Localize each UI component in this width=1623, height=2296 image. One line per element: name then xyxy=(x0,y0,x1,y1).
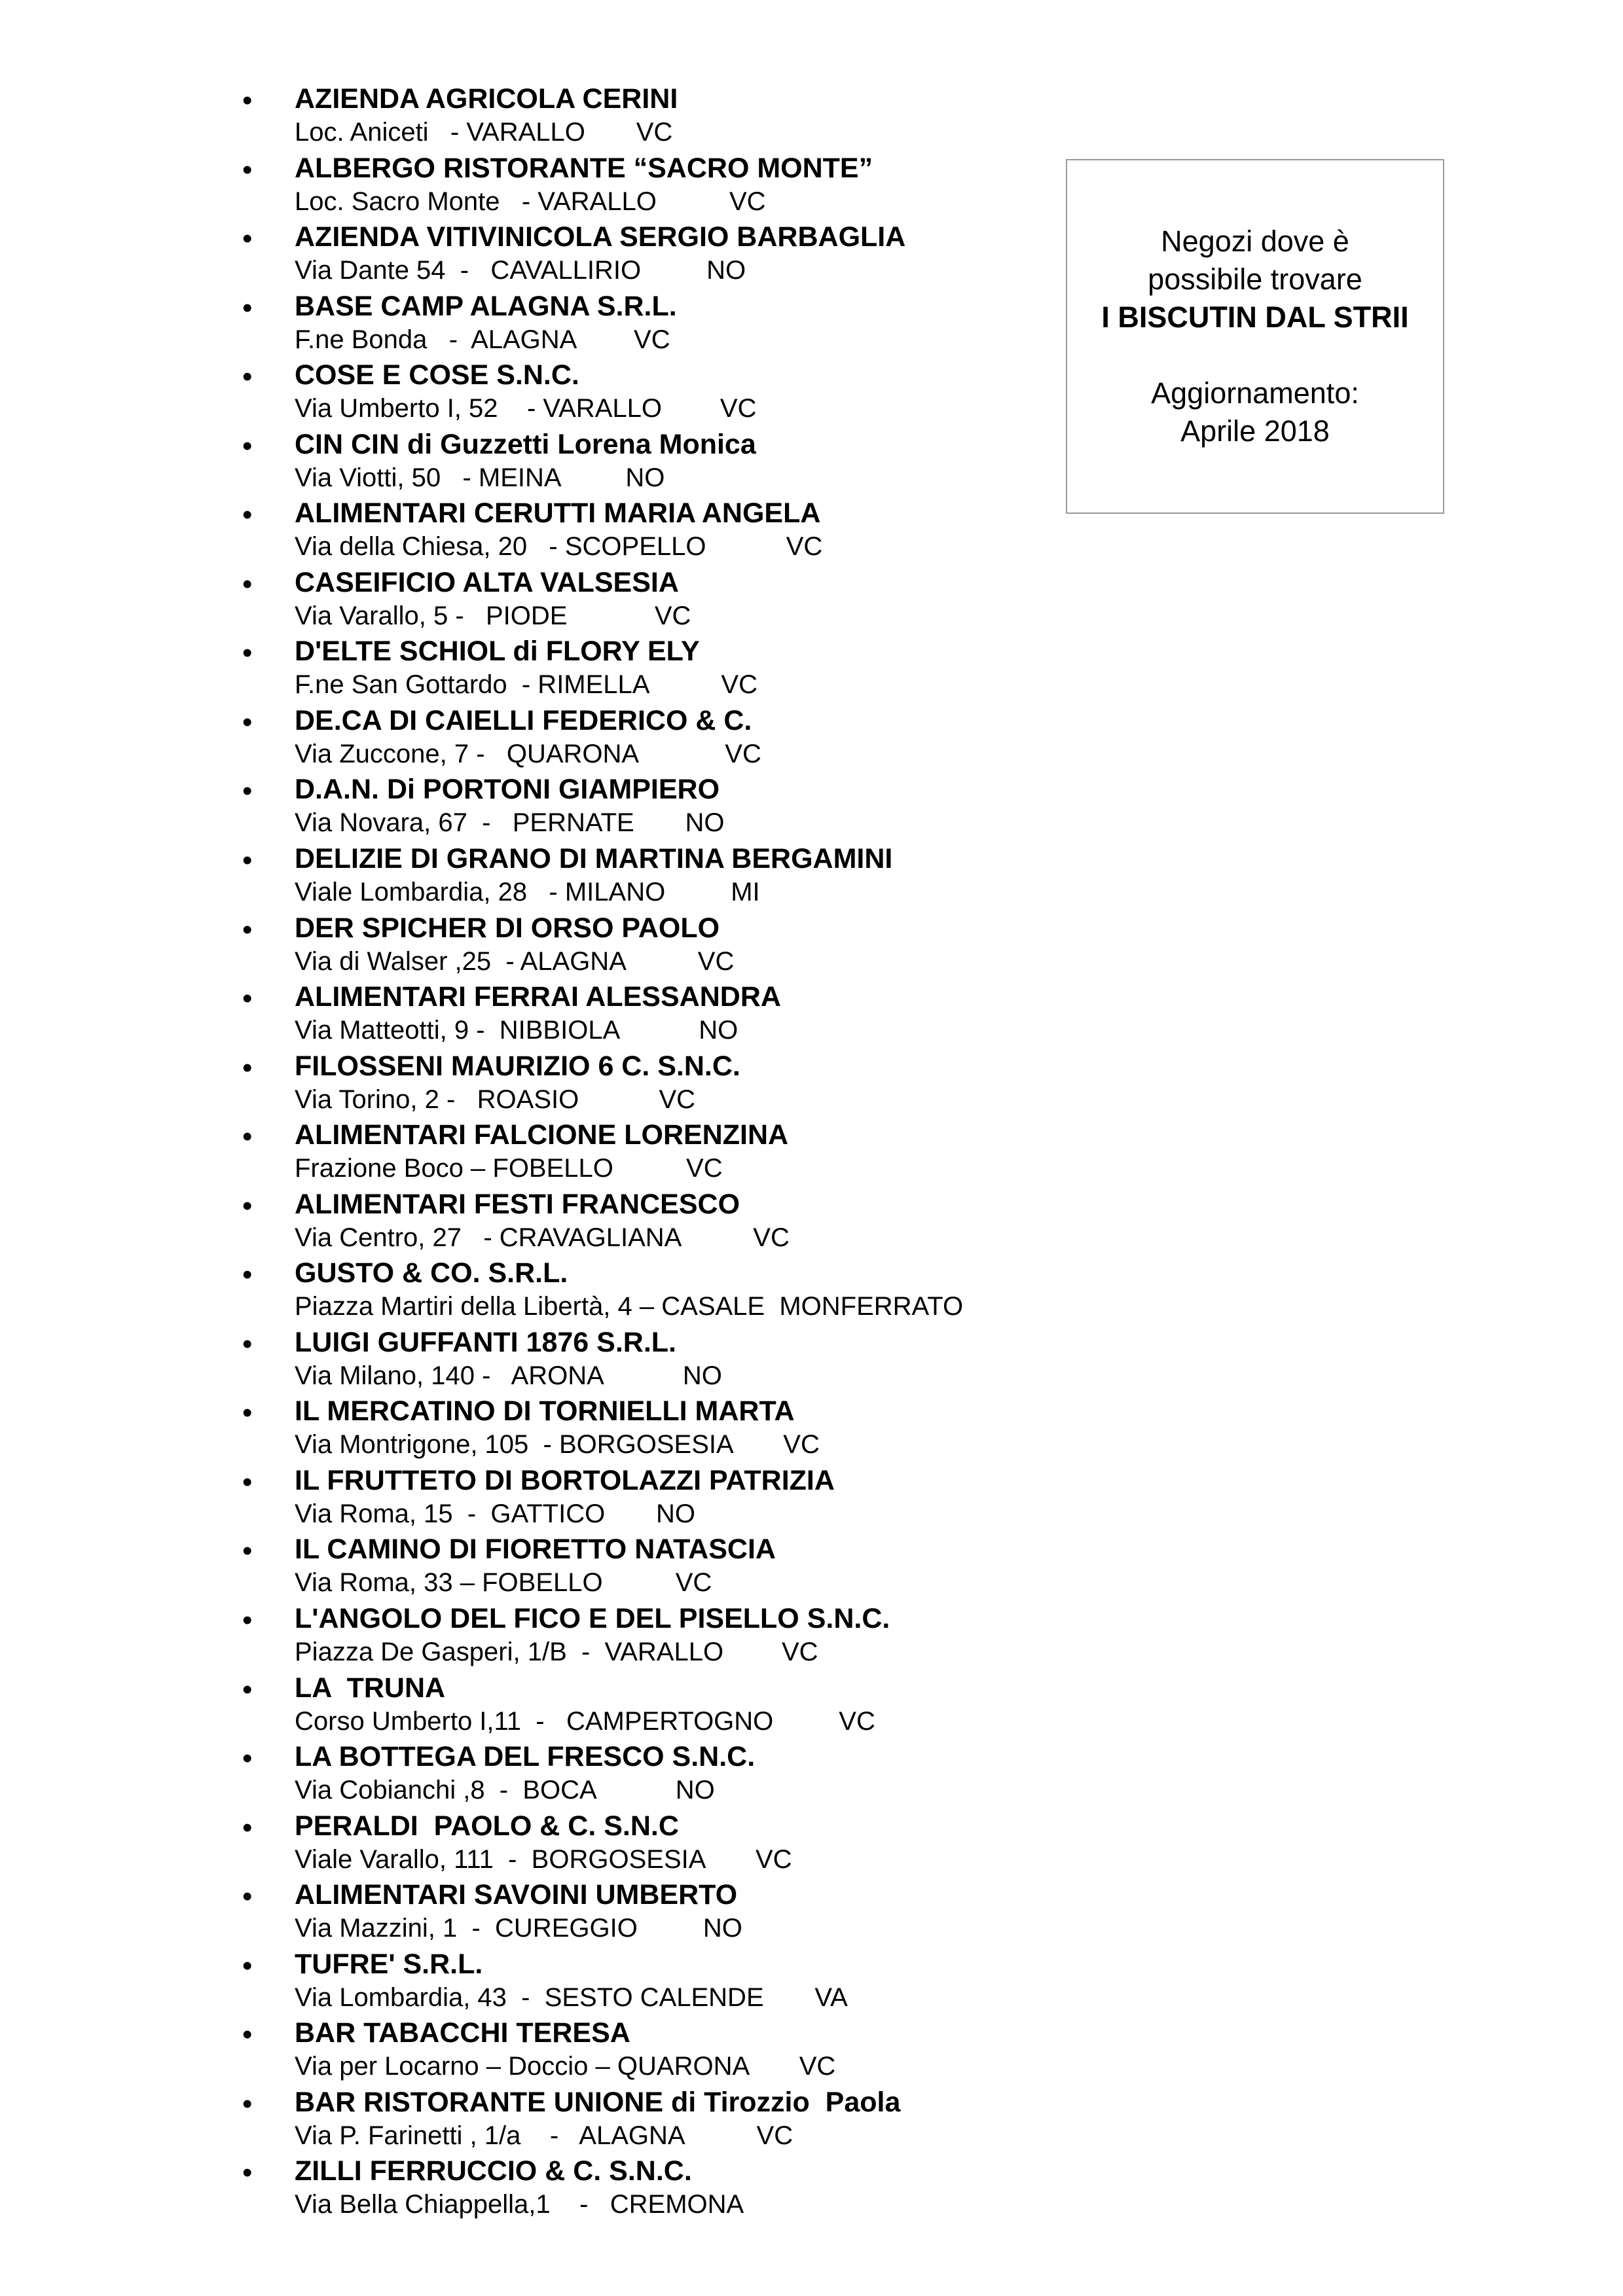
bullet-icon: • xyxy=(242,291,253,324)
list-item xyxy=(242,81,1421,151)
bullet-icon: • xyxy=(242,153,253,186)
list-item xyxy=(242,2153,1421,2223)
bullet-icon: • xyxy=(242,1121,253,1153)
shop-name: ALIMENTARI SAVOINI UMBERTO xyxy=(295,1879,738,1911)
shop-address: Via Zuccone, 7 - QUARONA VC xyxy=(295,739,761,768)
bullet-icon: • xyxy=(242,982,253,1015)
info-line-1: Negozi dove è xyxy=(1161,224,1349,258)
bullet-icon: • xyxy=(242,1327,253,1360)
shop-name: LA BOTTEGA DEL FRESCO S.N.C. xyxy=(295,1741,756,1773)
list-item xyxy=(242,1187,1421,1256)
list-item xyxy=(242,910,1421,980)
shop-address: Loc. Aniceti - VARALLO VC xyxy=(295,118,673,147)
shop-name: DE.CA DI CAIELLI FEDERICO & C. xyxy=(295,704,752,736)
bullet-icon: • xyxy=(242,567,253,600)
list-item xyxy=(242,841,1421,910)
shop-name: DELIZIE DI GRANO DI MARTINA BERGAMINI xyxy=(295,843,893,875)
shop-name: BASE CAMP ALAGNA S.R.L. xyxy=(295,290,677,322)
shop-address: Via Novara, 67 - PERNATE NO xyxy=(295,808,725,838)
list-item xyxy=(242,772,1421,841)
bullet-icon: • xyxy=(242,361,253,393)
bullet-icon: • xyxy=(242,1259,253,1291)
shop-address: Via Montrigone, 105 - BORGOSESIA VC xyxy=(295,1430,820,1460)
shop-address: Via Mazzini, 1 - CUREGGIO NO xyxy=(295,1914,742,1943)
bullet-icon: • xyxy=(242,1673,253,1706)
shop-name: IL MERCATINO DI TORNIELLI MARTA xyxy=(295,1395,795,1427)
list-item xyxy=(242,634,1421,703)
shop-name: ALIMENTARI CERUTTI MARIA ANGELA xyxy=(295,497,821,529)
shop-address: Piazza De Gasperi, 1/B - VARALLO VC xyxy=(295,1638,818,1667)
shop-address: Via Torino, 2 - ROASIO VC xyxy=(295,1085,696,1114)
list-item xyxy=(242,1670,1421,1740)
info-spacer xyxy=(1067,336,1443,374)
shop-name: ALIMENTARI FESTI FRANCESCO xyxy=(295,1188,740,1220)
shop-address: Via della Chiesa, 20 - SCOPELLO VC xyxy=(295,532,823,562)
list-item xyxy=(242,1739,1421,1808)
bullet-icon: • xyxy=(242,1397,253,1429)
shop-address: F.ne San Gottardo - RIMELLA VC xyxy=(295,670,757,700)
list-item xyxy=(242,1325,1421,1394)
bullet-icon: • xyxy=(242,1051,253,1084)
shop-address: Viale Varallo, 111 - BORGOSESIA VC xyxy=(295,1844,792,1874)
shop-name: ALIMENTARI FERRAI ALESSANDRA xyxy=(295,981,781,1013)
shop-name: CASEIFICIO ALTA VALSESIA xyxy=(295,566,679,598)
shop-name: PERALDI PAOLO & C. S.N.C xyxy=(295,1810,679,1842)
shop-name: DER SPICHER DI ORSO PAOLO xyxy=(295,912,720,944)
shop-address: Via Varallo, 5 - PIODE VC xyxy=(295,601,691,630)
list-item xyxy=(242,1808,1421,1878)
list-item xyxy=(242,1049,1421,1118)
shop-address: Via Dante 54 - CAVALLIRIO NO xyxy=(295,256,746,285)
list-item xyxy=(242,565,1421,634)
shop-name: LA TRUNA xyxy=(295,1672,446,1704)
info-line-2: possibile trovare xyxy=(1148,262,1362,296)
shop-address: Via Milano, 140 - ARONA NO xyxy=(295,1361,722,1390)
update-label: Aggiornamento: xyxy=(1151,376,1359,410)
shop-address: Loc. Sacro Monte - VARALLO VC xyxy=(295,187,766,216)
shop-name: COSE E COSE S.N.C. xyxy=(295,359,579,391)
shop-address: Via Lombardia, 43 - SESTO CALENDE VA xyxy=(295,1982,848,2012)
shop-name: D'ELTE SCHIOL di FLORY ELY xyxy=(295,636,700,668)
list-item xyxy=(242,703,1421,772)
shop-name: LUIGI GUFFANTI 1876 S.R.L. xyxy=(295,1326,676,1358)
shop-address: Corso Umberto I,11 - CAMPERTOGNO VC xyxy=(295,1706,875,1736)
bullet-icon: • xyxy=(242,913,253,946)
shop-name: CIN CIN di Guzzetti Lorena Monica xyxy=(295,428,756,460)
shop-address: Via di Walser ,25 - ALAGNA VC xyxy=(295,946,735,976)
list-item xyxy=(242,2085,1421,2154)
shop-name: AZIENDA VITIVINICOLA SERGIO BARBAGLIA xyxy=(295,221,906,253)
shop-name: AZIENDA AGRICOLA CERINI xyxy=(295,83,678,115)
shop-address: Piazza Martiri della Libertà, 4 – CASALE MONFERRATO xyxy=(295,1292,964,1321)
shop-address: Via Viotti, 50 - MEINA NO xyxy=(295,463,665,492)
info-box xyxy=(1066,159,1444,514)
update-date: Aprile 2018 xyxy=(1180,414,1330,448)
bullet-icon: • xyxy=(242,2157,253,2189)
shop-address: Via Matteotti, 9 - NIBBIOLA NO xyxy=(295,1016,739,1045)
shop-name: GUSTO & CO. S.R.L. xyxy=(295,1257,568,1289)
bullet-icon: • xyxy=(242,1189,253,1222)
shop-address: Via P. Farinetti , 1/a - ALAGNA VC xyxy=(295,2121,793,2150)
shop-name: D.A.N. Di PORTONI GIAMPIERO xyxy=(295,774,720,806)
bullet-icon: • xyxy=(242,223,253,255)
shop-name: IL FRUTTETO DI BORTOLAZZI PATRIZIA xyxy=(295,1464,835,1496)
bullet-icon: • xyxy=(242,775,253,808)
bullet-icon: • xyxy=(242,1880,253,1913)
list-item xyxy=(242,1255,1421,1325)
list-item xyxy=(242,2015,1421,2085)
bullet-icon: • xyxy=(242,499,253,531)
shop-name: FILOSSENI MAURIZIO 6 C. S.N.C. xyxy=(295,1050,740,1082)
list-item xyxy=(242,1393,1421,1463)
list-item xyxy=(242,1463,1421,1532)
bullet-icon: • xyxy=(242,1535,253,1568)
shop-name: ZILLI FERRUCCIO & C. S.N.C. xyxy=(295,2155,692,2187)
shop-address: Via per Locarno – Doccio – QUARONA VC xyxy=(295,2052,836,2081)
shop-address: Via Roma, 15 - GATTICO NO xyxy=(295,1499,695,1528)
shop-name: ALBERGO RISTORANTE “SACRO MONTE” xyxy=(295,152,873,184)
shop-name: TUFRE' S.R.L. xyxy=(295,1948,483,1980)
shop-name: BAR RISTORANTE UNIONE di Tirozzio Paola xyxy=(295,2086,901,2118)
shop-address: Viale Lombardia, 28 - MILANO MI xyxy=(295,878,760,907)
bullet-icon: • xyxy=(242,706,253,738)
bullet-icon: • xyxy=(242,1604,253,1637)
shop-address: Frazione Boco – FOBELLO VC xyxy=(295,1154,723,1183)
bullet-icon: • xyxy=(242,844,253,877)
list-item xyxy=(242,1532,1421,1601)
shop-address: Via Roma, 33 – FOBELLO VC xyxy=(295,1568,712,1598)
bullet-icon: • xyxy=(242,1742,253,1775)
bullet-icon: • xyxy=(242,2018,253,2051)
bullet-icon: • xyxy=(242,429,253,462)
list-item xyxy=(242,1601,1421,1670)
shop-address: Via Cobianchi ,8 - BOCA NO xyxy=(295,1776,715,1805)
bullet-icon: • xyxy=(242,84,253,117)
bullet-icon: • xyxy=(242,1811,253,1844)
shop-address: Via Bella Chiappella,1 - CREMONA xyxy=(295,2190,744,2219)
bullet-icon: • xyxy=(242,2087,253,2120)
shop-address: F.ne Bonda - ALAGNA VC xyxy=(295,325,670,354)
bullet-icon: • xyxy=(242,1949,253,1982)
shop-name: L'ANGOLO DEL FICO E DEL PISELLO S.N.C. xyxy=(295,1603,890,1635)
shop-address: Via Umberto I, 52 - VARALLO VC xyxy=(295,394,757,423)
shop-address: Via Centro, 27 - CRAVAGLIANA VC xyxy=(295,1223,790,1252)
shop-name: IL CAMINO DI FIORETTO NATASCIA xyxy=(295,1534,776,1566)
bullet-icon: • xyxy=(242,637,253,670)
list-item xyxy=(242,979,1421,1049)
shop-name: ALIMENTARI FALCIONE LORENZINA xyxy=(295,1119,789,1151)
bullet-icon: • xyxy=(242,1465,253,1498)
list-item xyxy=(242,1877,1421,1946)
list-item xyxy=(242,1946,1421,2016)
shop-name: BAR TABACCHI TERESA xyxy=(295,2017,630,2049)
list-item xyxy=(242,1117,1421,1187)
info-title: I BISCUTIN DAL STRII xyxy=(1101,300,1409,334)
